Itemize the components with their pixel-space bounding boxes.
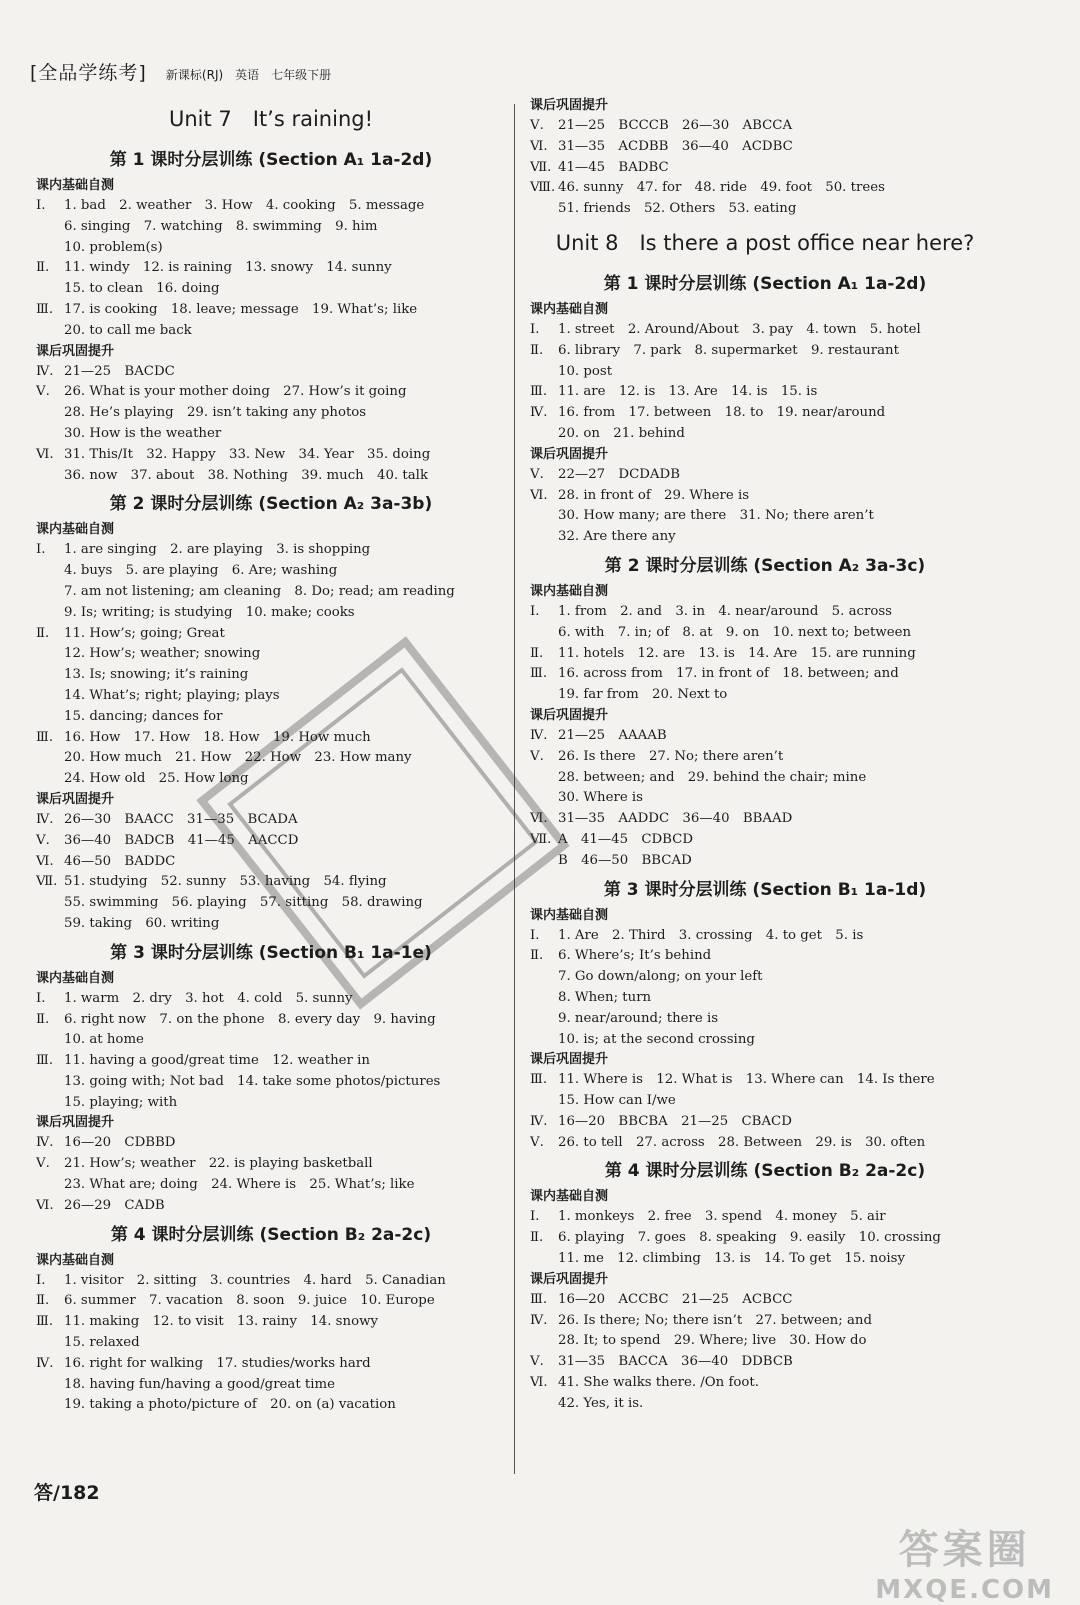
- unit-title: Unit 8 Is there a post office near here?: [555, 230, 975, 255]
- exercise-number: Ⅳ.: [36, 811, 54, 827]
- exercise-number: Ⅲ.: [36, 1314, 54, 1330]
- brand-title: [全品学练考]: [30, 62, 147, 84]
- section-subheading: 课后巩固提升: [36, 1115, 115, 1131]
- exercise-number: Ⅶ.: [530, 831, 552, 847]
- answer-line: [530, 1311, 1000, 1332]
- answer-text: 16—20 ACCBC 21—25 ACBCC: [558, 1291, 793, 1307]
- answer-text: 13. Is; snowing; it’s raining: [64, 667, 249, 683]
- section-subheading: 课后巩固提升: [530, 1052, 609, 1068]
- answer-text: 19. far from 20. Next to: [558, 687, 728, 703]
- page-number: 答/182: [34, 1482, 100, 1504]
- answer-text: 4. buys 5. are playing 6. Are; washing: [64, 563, 338, 579]
- section-subheading: 课内基础自测: [530, 301, 609, 317]
- answer-line: [36, 989, 506, 1010]
- answer-text: 28. between; and 29. behind the chair; mine: [558, 769, 867, 785]
- answer-text: 11. making 12. to visit 13. rainy 14. snowy: [64, 1314, 378, 1330]
- exercise-number: Ⅰ.: [36, 990, 46, 1006]
- exercise-number: Ⅴ.: [530, 118, 544, 133]
- answer-line: [530, 1352, 1000, 1373]
- answer-text: 10. at home: [64, 1032, 144, 1048]
- answer-text: 55. swimming 56. playing 57. sitting 58. drawing: [64, 895, 423, 911]
- exercise-number: Ⅰ.: [530, 321, 540, 337]
- answer-line: [36, 300, 506, 321]
- answer-text: 41—45 BADBC: [558, 159, 669, 175]
- exercise-number: Ⅲ.: [36, 301, 54, 317]
- answer-line: [36, 217, 506, 238]
- exercise-number: Ⅰ.: [530, 927, 540, 943]
- exercise-number: Ⅰ.: [36, 198, 46, 213]
- answer-text: 6. Where’s; It’s behind: [558, 948, 712, 964]
- exercise-number: Ⅳ.: [530, 405, 548, 421]
- exercise-number: Ⅲ.: [530, 384, 548, 400]
- page-header: [30, 58, 331, 85]
- answer-line: [530, 465, 1000, 486]
- answer-text: 26—30 BAACC 31—35 BCADA: [64, 811, 298, 827]
- answer-line: [36, 196, 506, 217]
- lesson-title: 第 1 课时分层训练 (Section A₁ 1a-2d): [603, 273, 927, 294]
- answer-text: 1. monkeys 2. free 3. spend 4. money 5. air: [558, 1209, 886, 1225]
- exercise-number: Ⅱ.: [36, 260, 50, 276]
- answer-line: [36, 561, 506, 582]
- answer-text: A 41—45 CDBCD: [558, 831, 694, 847]
- answer-line: [530, 830, 1000, 851]
- answer-text: 11. How’s; going; Great: [64, 625, 225, 641]
- answer-text: 41. She walks there. /On foot.: [558, 1375, 759, 1391]
- answer-line: [36, 1051, 506, 1072]
- lesson-title: 第 2 课时分层训练 (Section A₂ 3a-3c): [604, 555, 926, 576]
- section-subheading: 课内基础自测: [36, 970, 115, 986]
- answer-line: [36, 1312, 506, 1333]
- answer-line: [530, 1207, 1000, 1228]
- exercise-number: Ⅳ.: [36, 1135, 54, 1151]
- answer-line: [530, 1030, 1000, 1051]
- exercise-number: Ⅰ.: [36, 542, 46, 558]
- exercise-number: Ⅲ.: [530, 1072, 548, 1088]
- exercise-number: Ⅵ.: [530, 1375, 548, 1391]
- exercise-number: Ⅴ.: [530, 748, 544, 764]
- answer-line: [530, 1112, 1000, 1133]
- answer-text: 46—50 BADDC: [64, 853, 176, 869]
- section-subheading: 课后巩固提升: [530, 1271, 609, 1287]
- answer-line: [530, 946, 1000, 967]
- answer-line: [530, 199, 1000, 220]
- answer-text: 1. warm 2. dry 3. hot 4. cold 5. sunny: [64, 990, 353, 1006]
- section-subheading: 课内基础自测: [530, 907, 609, 923]
- exercise-number: Ⅲ.: [530, 1291, 548, 1307]
- answer-text: 15. How can I/we: [558, 1093, 676, 1109]
- answer-text: 11. hotels 12. are 13. is 14. Are 15. are running: [558, 645, 916, 661]
- answer-line: [530, 158, 1000, 179]
- exercise-number: Ⅲ.: [36, 1053, 54, 1069]
- answer-line: [530, 116, 1000, 137]
- answer-line: [36, 644, 506, 665]
- answer-text: 15. to clean 16. doing: [64, 281, 220, 297]
- answer-text: 46. sunny 47. for 48. ride 49. foot 50. trees: [558, 180, 885, 196]
- answer-text: 26. Is there 27. No; there aren’t: [558, 748, 784, 764]
- answer-text: 28. He’s playing 29. isn’t taking any photos: [64, 405, 367, 421]
- answer-text: 16. from 17. between 18. to 19. near/around: [558, 405, 886, 421]
- answer-text: 30. How is the weather: [64, 425, 222, 441]
- exercise-number: Ⅱ.: [530, 1230, 544, 1246]
- answer-line: [530, 320, 1000, 341]
- answer-line: [530, 486, 1000, 507]
- answer-text: 13. going with; Not bad 14. take some photos/pictures: [64, 1073, 441, 1089]
- answer-line: [530, 506, 1000, 527]
- answer-line: [36, 1133, 506, 1154]
- answer-text: 17. is cooking 18. leave; message 19. What’s; like: [64, 301, 418, 317]
- answer-text: 42. Yes, it is.: [558, 1395, 644, 1411]
- answer-text: 6. library 7. park 8. supermarket 9. restaurant: [558, 342, 899, 358]
- answer-text: 36—40 BADCB 41—45 AACCD: [64, 832, 299, 848]
- exercise-number: Ⅷ.: [530, 180, 556, 196]
- exercise-number: Ⅵ.: [530, 138, 548, 154]
- answer-line: [36, 238, 506, 259]
- exercise-number: Ⅵ.: [36, 1197, 54, 1213]
- answer-line: [530, 1009, 1000, 1030]
- answer-line: [530, 1373, 1000, 1394]
- answer-text: 15. relaxed: [64, 1335, 140, 1351]
- exercise-number: Ⅳ.: [530, 1113, 548, 1129]
- answer-text: 1. Are 2. Third 3. crossing 4. to get 5. is: [558, 927, 864, 943]
- answer-text: 10. problem(s): [64, 239, 163, 255]
- answer-text: 51. studying 52. sunny 53. having 54. flying: [64, 874, 387, 890]
- answer-line: [36, 279, 506, 300]
- answer-line: [530, 685, 1000, 706]
- answer-line: [530, 602, 1000, 623]
- answer-line: [36, 258, 506, 279]
- site-watermark: [875, 1518, 1054, 1605]
- answer-text: 31—35 AADDC 36—40 BBAAD: [558, 811, 793, 827]
- answer-line: [36, 1291, 506, 1312]
- exercise-number: Ⅵ.: [530, 487, 548, 503]
- exercise-number: Ⅲ.: [36, 729, 54, 745]
- exercise-number: Ⅵ.: [36, 853, 54, 869]
- answer-text: 36. now 37. about 38. Nothing 39. much 40. talk: [64, 467, 428, 483]
- watermark-logo: 答案圈: [898, 1527, 1031, 1573]
- answer-line: [530, 424, 1000, 445]
- exercise-number: Ⅱ.: [36, 1011, 50, 1027]
- answer-text: 10. is; at the second crossing: [558, 1031, 755, 1047]
- answer-text: 28. It; to spend 29. Where; live 30. How do: [558, 1333, 867, 1349]
- exercise-number: Ⅴ.: [36, 832, 50, 848]
- exercise-number: Ⅲ.: [530, 666, 548, 682]
- section-subheading: 课后巩固提升: [36, 791, 115, 807]
- section-subheading: 课内基础自测: [36, 522, 115, 538]
- lesson-title: 第 1 课时分层训练 (Section A₁ 1a-2d): [109, 150, 433, 170]
- answer-line: [530, 809, 1000, 830]
- exercise-number: Ⅳ.: [36, 363, 54, 379]
- exercise-number: Ⅰ.: [36, 1272, 46, 1288]
- answer-line: [36, 603, 506, 624]
- answer-text: 9. near/around; there is: [558, 1010, 719, 1026]
- answer-line: [36, 466, 506, 487]
- answer-text: 24. How old 25. How long: [64, 771, 249, 787]
- answer-text: 19. taking a photo/picture of 20. on (a) vacation: [64, 1397, 396, 1413]
- answer-text: 26. to tell 27. across 28. Between 29. is 30. often: [558, 1134, 926, 1150]
- answer-line: [530, 664, 1000, 685]
- answer-text: 6. with 7. in; of 8. at 9. on 10. next to; between: [558, 624, 912, 640]
- answer-line: [530, 788, 1000, 809]
- answer-text: 32. Are there any: [558, 529, 676, 545]
- answer-text: 6. playing 7. goes 8. speaking 9. easily 10. crossing: [558, 1230, 941, 1246]
- answer-line: [36, 1196, 506, 1217]
- answer-text: 20. on 21. behind: [558, 425, 685, 441]
- answer-text: 21—25 AAAAB: [558, 727, 667, 743]
- exercise-number: Ⅴ.: [530, 466, 544, 482]
- answer-line: [530, 926, 1000, 947]
- answer-text: 16. right for walking 17. studies/works hard: [64, 1355, 371, 1371]
- answer-text: 16—20 CDBBD: [64, 1135, 176, 1151]
- lesson-title: 第 4 课时分层训练 (Section B₂ 2a-2c): [604, 1161, 926, 1182]
- answer-line: [530, 403, 1000, 424]
- answer-text: 7. am not listening; am cleaning 8. Do; read; am reading: [64, 583, 455, 599]
- exercise-number: Ⅴ.: [36, 384, 50, 400]
- exercise-number: Ⅱ.: [530, 948, 544, 964]
- answer-text: 6. right now 7. on the phone 8. every day 9. having: [64, 1011, 436, 1027]
- lesson-title: 第 4 课时分层训练 (Section B₂ 2a-2c): [110, 1224, 432, 1245]
- answer-text: 11. Where is 12. What is 13. Where can 14. Is there: [558, 1072, 935, 1088]
- answer-line: [36, 445, 506, 466]
- unit-title: Unit 7 It’s raining!: [168, 107, 374, 131]
- answer-line: [36, 362, 506, 383]
- answer-line: [36, 1395, 506, 1416]
- answer-line: [530, 527, 1000, 548]
- answer-text: 31—35 BACCA 36—40 DDBCB: [558, 1354, 793, 1370]
- answer-text: 11. are 12. is 13. Are 14. is 15. is: [558, 384, 818, 400]
- exercise-number: Ⅱ.: [36, 1293, 50, 1309]
- answer-line: [36, 1271, 506, 1292]
- right-column: [530, 96, 1000, 1415]
- section-subheading: 课内基础自测: [530, 583, 609, 599]
- answer-line: [36, 624, 506, 645]
- lesson-title: 第 2 课时分层训练 (Section A₂ 3a-3b): [109, 494, 433, 515]
- answer-line: [36, 424, 506, 445]
- exercise-number: Ⅵ.: [36, 446, 54, 462]
- answer-line: [530, 178, 1000, 199]
- exercise-number: Ⅵ.: [530, 811, 548, 827]
- answer-text: 23. What are; doing 24. Where is 25. What’s; like: [64, 1177, 415, 1193]
- answer-line: [530, 362, 1000, 383]
- answer-text: 26. What is your mother doing 27. How’s it going: [64, 384, 407, 400]
- answer-text: B 46—50 BBCAD: [558, 852, 692, 868]
- exercise-number: Ⅳ.: [530, 727, 548, 743]
- answer-text: 6. singing 7. watching 8. swimming 9. him: [64, 218, 378, 234]
- section-subheading: 课后巩固提升: [530, 98, 609, 113]
- answer-text: 6. summer 7. vacation 8. soon 9. juice 10. Europe: [64, 1293, 435, 1309]
- answer-line: [530, 1133, 1000, 1154]
- answer-text: 21. How’s; weather 22. is playing basketball: [64, 1156, 373, 1172]
- exercise-number: Ⅱ.: [36, 625, 50, 641]
- answer-line: [530, 726, 1000, 747]
- answer-text: 1. from 2. and 3. in 4. near/around 5. across: [558, 603, 892, 619]
- answer-line: [36, 582, 506, 603]
- answer-text: 15. dancing; dances for: [64, 708, 223, 724]
- exercise-number: Ⅳ.: [530, 1312, 548, 1328]
- answer-line: [36, 382, 506, 403]
- answer-line: [36, 1375, 506, 1396]
- answer-text: 10. post: [558, 363, 613, 379]
- section-subheading: 课后巩固提升: [36, 343, 115, 359]
- section-subheading: 课后巩固提升: [530, 446, 609, 462]
- answer-line: [530, 1331, 1000, 1352]
- answer-text: 11. me 12. climbing 13. is 14. To get 15. noisy: [558, 1251, 905, 1267]
- exercise-number: Ⅴ.: [530, 1354, 544, 1370]
- answer-text: 15. playing; with: [64, 1094, 178, 1110]
- answer-text: 16. How 17. How 18. How 19. How much: [64, 729, 371, 745]
- answer-line: [530, 988, 1000, 1009]
- book-subtitle: 新课标(RJ) 英语 七年级下册: [165, 68, 332, 82]
- exercise-number: Ⅱ.: [530, 645, 544, 661]
- answer-text: 16. across from 17. in front of 18. between; and: [558, 666, 899, 682]
- answer-text: 11. windy 12. is raining 13. snowy 14. sunny: [64, 260, 392, 276]
- exercise-number: Ⅰ.: [530, 603, 540, 619]
- answer-line: [36, 1354, 506, 1375]
- answer-text: 28. in front of 29. Where is: [558, 487, 750, 503]
- answer-line: [36, 1175, 506, 1196]
- answer-text: 26—29 CADB: [64, 1197, 165, 1213]
- answer-line: [530, 851, 1000, 872]
- answer-line: [530, 1070, 1000, 1091]
- exercise-number: Ⅳ.: [36, 1355, 54, 1371]
- section-subheading: 课内基础自测: [530, 1189, 609, 1205]
- answer-text: 22—27 DCDADB: [558, 466, 680, 482]
- watermark-url: MXQE.COM: [875, 1575, 1054, 1605]
- answer-line: [36, 540, 506, 561]
- answer-text: 21—25 BACDC: [64, 363, 175, 379]
- answer-line: [36, 1154, 506, 1175]
- answer-line: [530, 623, 1000, 644]
- answer-line: [530, 747, 1000, 768]
- answer-text: 14. What’s; right; playing; plays: [64, 687, 280, 703]
- section-subheading: 课内基础自测: [36, 178, 115, 193]
- answer-text: 31. This/It 32. Happy 33. New 34. Year 35. doing: [64, 446, 431, 462]
- answer-text: 9. Is; writing; is studying 10. make; cooks: [64, 604, 355, 620]
- exercise-number: Ⅶ.: [530, 159, 552, 175]
- answer-text: 1. street 2. Around/About 3. pay 4. town 5. hotel: [558, 321, 921, 337]
- answer-text: 30. Where is: [558, 790, 644, 806]
- answer-line: [530, 137, 1000, 158]
- exercise-number: Ⅰ.: [530, 1209, 540, 1225]
- answer-text: 1. bad 2. weather 3. How 4. cooking 5. message: [64, 198, 425, 213]
- exercise-number: Ⅱ.: [530, 342, 544, 358]
- exercise-number: Ⅴ.: [36, 1156, 50, 1172]
- exercise-number: Ⅶ.: [36, 874, 58, 890]
- answer-line: [36, 1030, 506, 1051]
- answer-line: [530, 1091, 1000, 1112]
- answer-line: [530, 644, 1000, 665]
- section-subheading: 课后巩固提升: [530, 707, 609, 723]
- answer-text: 21—25 BCCCB 26—30 ABCCA: [558, 118, 793, 133]
- lesson-title: 第 3 课时分层训练 (Section B₁ 1a-1d): [603, 879, 927, 900]
- answer-line: [36, 321, 506, 342]
- section-subheading: 课内基础自测: [36, 1252, 115, 1268]
- answer-text: 18. having fun/having a good/great time: [64, 1376, 335, 1392]
- answer-line: [530, 341, 1000, 362]
- answer-text: 11. having a good/great time 12. weather in: [64, 1053, 370, 1069]
- exercise-number: Ⅴ.: [530, 1134, 544, 1150]
- answer-text: 51. friends 52. Others 53. eating: [558, 201, 797, 217]
- answer-line: [530, 967, 1000, 988]
- answer-text: 12. How’s; weather; snowing: [64, 646, 261, 662]
- answer-text: 20. to call me back: [64, 322, 192, 338]
- answer-text: 59. taking 60. writing: [64, 915, 220, 931]
- answer-line: [530, 382, 1000, 403]
- answer-text: 1. visitor 2. sitting 3. countries 4. hard 5. Canadian: [64, 1272, 446, 1288]
- answer-text: 8. When; turn: [558, 989, 652, 1005]
- answer-line: [530, 1228, 1000, 1249]
- answer-text: 7. Go down/along; on your left: [558, 969, 763, 985]
- answer-line: [36, 1010, 506, 1031]
- answer-line: [36, 1093, 506, 1114]
- answer-text: 31—35 ACDBB 36—40 ACDBC: [558, 138, 793, 154]
- answer-text: 30. How many; are there 31. No; there aren’t: [558, 508, 874, 524]
- answer-text: 20. How much 21. How 22. How 23. How many: [64, 750, 412, 766]
- lesson-title: 第 3 课时分层训练 (Section B₁ 1a-1e): [110, 942, 432, 963]
- answer-line: [36, 1333, 506, 1354]
- answer-text: 26. Is there; No; there isn’t 27. between; and: [558, 1312, 872, 1328]
- answer-line: [530, 1394, 1000, 1415]
- answer-line: [530, 768, 1000, 789]
- answer-text: 1. are singing 2. are playing 3. is shopping: [64, 542, 371, 558]
- answer-text: 16—20 BBCBA 21—25 CBACD: [558, 1113, 792, 1129]
- answer-line: [530, 1290, 1000, 1311]
- answer-line: [530, 1249, 1000, 1270]
- answer-line: [36, 403, 506, 424]
- answer-line: [36, 1072, 506, 1093]
